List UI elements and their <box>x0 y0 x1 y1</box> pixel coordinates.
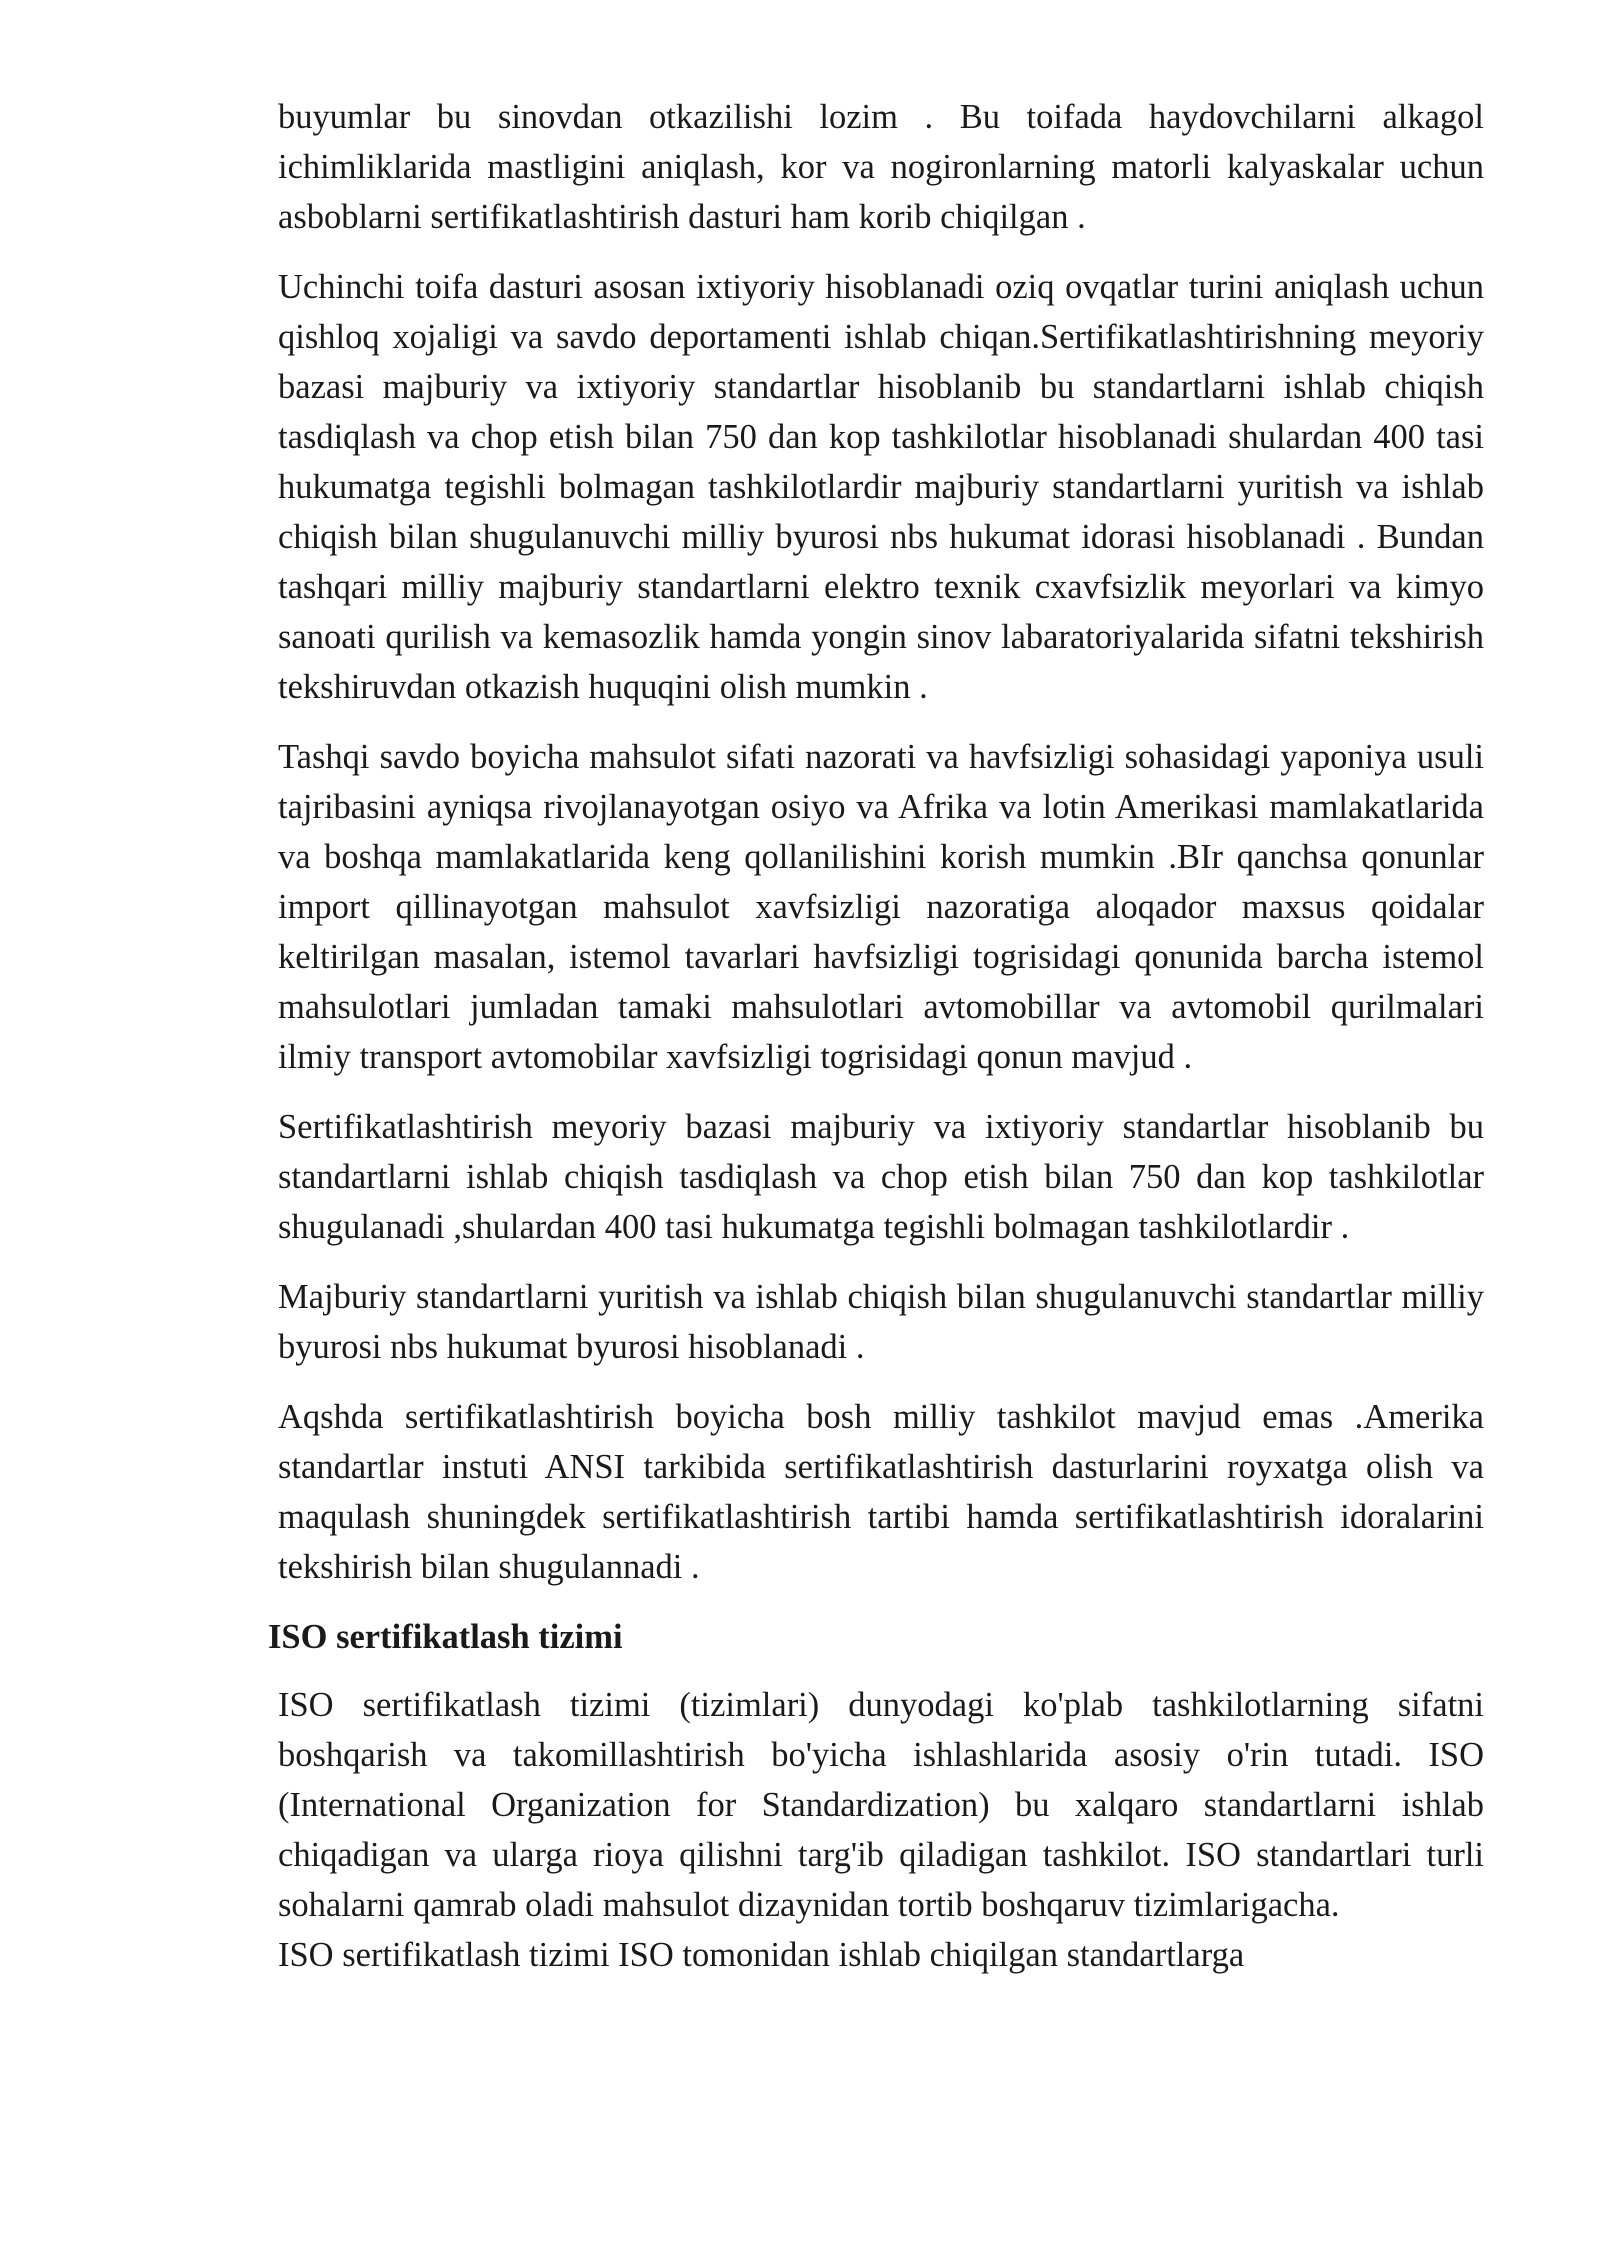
paragraph-7: ISO sertifikatlash tizimi (tizimlari) dunyodagi ko'plab tashkilotlarning sifatni boshqarish va takomillashtirish bo'yicha ishlashlarida asosiy o'rin tutadi. ISO (International Organization for Standardization) bu xalqaro standartlarni ishlab chiqadigan va ularga rioya qilishni targ'ib qiladigan tashkilot. ISO standartlari turli sohalarni qamrab oladi mahsulot dizaynidan tortib boshqaruv tizimlarigacha. <box>278 1686 1484 1924</box>
paragraph-3: Tashqi savdo boyicha mahsulot sifati nazorati va havfsizligi sohasidagi yaponiya usuli tajribasini ayniqsa rivojlanayotgan osiyo va Afrika va lotin Amerikasi mamlakatlarida va boshqa mamlakatlarida keng qollanilishini korish mumkin .BIr qanchsa qonunlar import qillinayotgan mahsulot xavfsizligi nazoratiga aloqador maxsus qoidalar keltirilgan masalan, istemol tavarlari havfsizligi togrisidagi qonunida barcha istemol mahsulotlari jumladan tamaki mahsulotlari avtomobillar va avtomobil qurilmalari ilmiy transport avtomobilar xavfsizligi togrisidagi qonun mavjud . <box>278 738 1484 1076</box>
paragraph-1: buyumlar bu sinovdan otkazilishi lozim . Bu toifada haydovchilarni alkagol ichimliklarida mastligini aniqlash, kor va nogironlarning matorli kalyaskalar uchun asboblarni sertifikatlashtirish dasturi ham korib chiqilgan . <box>278 98 1484 236</box>
paragraph-2: Uchinchi toifa dasturi asosan ixtiyoriy hisoblanadi oziq ovqatlar turini aniqlash uchun qishloq xojaligi va savdo deportamenti ishlab chiqan.Sertifikatlashtirishning meyoriy bazasi majburiy va ixtiyoriy standartlar hisoblanib bu standartlarni ishlab chiqish tasdiqlash va chop etish bilan 750 dan kop tashkilotlar hisoblanadi shulardan 400 tasi hukumatga tegishli bolmagan tashkilotlardir majburiy standartlarni yuritish va ishlab chiqish bilan shugulanuvchi milliy byurosi nbs hukumat idorasi hisoblanadi . Bundan tashqari milliy majburiy standartlarni elektro texnik cxavfsizlik meyorlari va kimyo sanoati qurilish va kemasozlik hamda yongin sinov labaratoriyalarida sifatni tekshirish tekshiruvdan otkazish huquqini olish mumkin . <box>278 268 1484 706</box>
paragraph-8: ISO sertifikatlash tizimi ISO tomonidan ishlab chiqilgan standartlarga <box>278 1936 1245 1974</box>
paragraph-4: Sertifikatlashtirish meyoriy bazasi majburiy va ixtiyoriy standartlar hisoblanib bu standartlarni ishlab chiqish tasdiqlash va chop etish bilan 750 dan kop tashkilotlar shugulanadi ,shulardan 400 tasi hukumatga tegishli bolmagan tashkilotlardir . <box>278 1108 1484 1246</box>
section-heading: ISO sertifikatlash tizimi <box>268 1618 623 1656</box>
paragraph-6: Aqshda sertifikatlashtirish boyicha bosh milliy tashkilot mavjud emas .Amerika standartlar instuti ANSI tarkibida sertifikatlashtirish dasturlarini royxatga olish va maqulash shuningdek sertifikatlashtirish tartibi hamda sertifikatlashtirish idoralarini tekshirish bilan shugulannadi . <box>278 1398 1484 1586</box>
paragraph-5: Majburiy standartlarni yuritish va ishlab chiqish bilan shugulanuvchi standartlar milliy byurosi nbs hukumat byurosi hisoblanadi . <box>278 1278 1484 1366</box>
document-body <box>268 92 1484 1980</box>
